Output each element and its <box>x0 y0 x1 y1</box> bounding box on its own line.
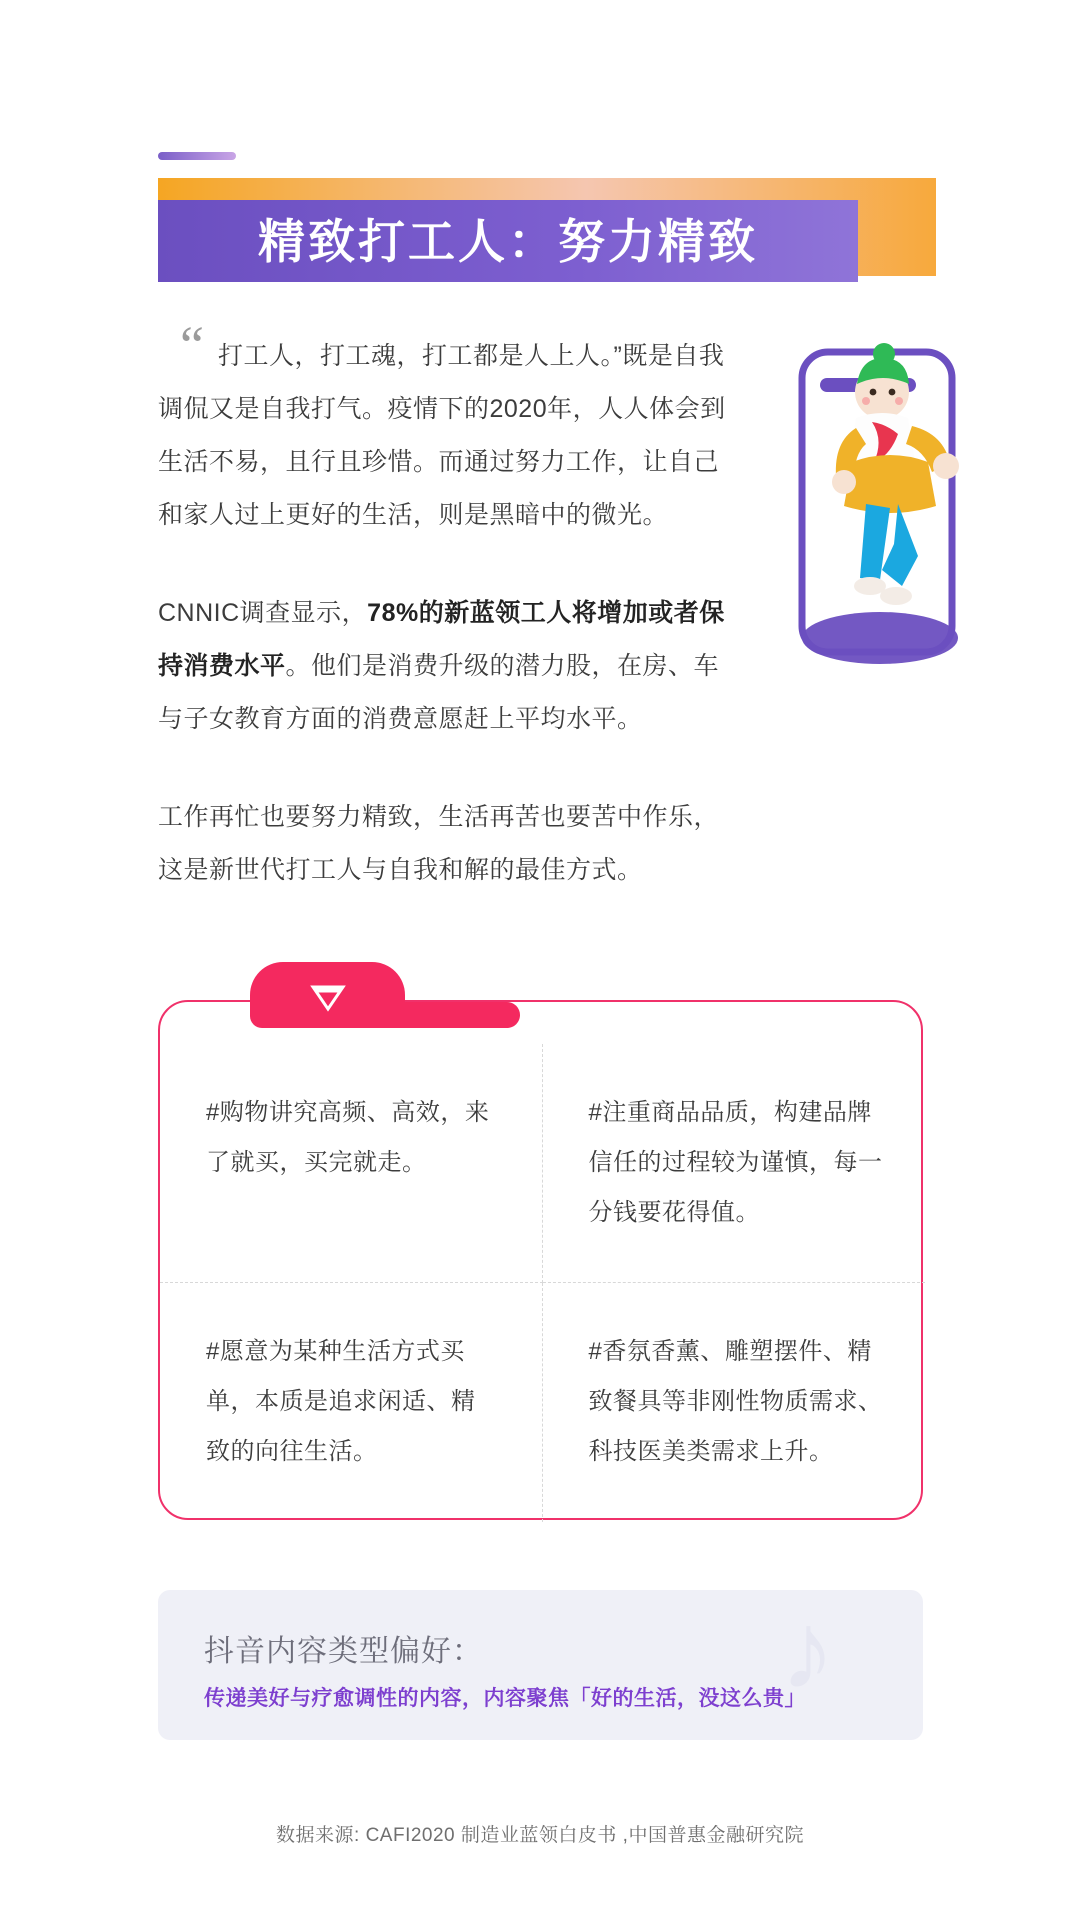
diamond-icon <box>305 972 351 1018</box>
title-purple-band <box>158 200 858 282</box>
paragraph-2-highlight: 78%的新蓝领工人将增加或者保持消费水平 <box>158 599 725 680</box>
quote-mark-icon: “ <box>180 315 204 375</box>
keyword-item: #购物讲究高频、高效，来了就买，买完就走。 <box>160 1044 543 1283</box>
header <box>0 140 1080 300</box>
illustration-worker-3d <box>760 330 1020 730</box>
paragraph-2 <box>158 587 738 746</box>
paragraph-1: 打工人，打工魂，打工都是人上人。”既是自我调侃又是自我打气。疫情下的2020年，人人体会到生活不易，且行且珍惜。而通过努力工作，让自己和家人过上更好的生活，则是黑暗中的微光。 <box>158 342 726 529</box>
paragraph-2-post: 。他们是消费升级的潜力股，在房、车与子女教育方面的消费意愿赶上平均水平。 <box>158 652 720 733</box>
keyword-item: #注重商品品质，构建品牌信任的过程较为谨慎，每一分钱要花得值。 <box>543 1044 926 1283</box>
douyin-note-watermark-icon: ♪ <box>780 1590 835 1712</box>
douyin-preference-box <box>158 1590 923 1740</box>
douyin-preference-title: 抖音内容类型偏好： <box>204 1635 483 1668</box>
article-copy <box>158 315 738 897</box>
page-title: 精致打工人：努力精致 <box>258 214 758 268</box>
accent-dash-decoration <box>158 152 236 160</box>
illustration-svg <box>760 330 1020 730</box>
keyword-item: #香氛香薰、雕塑摆件、精致餐具等非刚性物质需求、科技医美类需求上升。 <box>588 1338 883 1465</box>
paragraph-2-pre: CNNIC调查显示， <box>158 599 368 627</box>
card-tab-bar <box>390 1002 520 1028</box>
keyword-card <box>158 1000 923 1520</box>
paragraph-3: 工作再忙也要努力精致，生活再苦也要苦中作乐，这是新世代打工人与自我和解的最佳方式。 <box>158 803 720 884</box>
keyword-grid <box>160 1044 925 1522</box>
keyword-item: #愿意为某种生活方式买单，本质是追求闲适、精致的向往生活。 <box>160 1283 543 1522</box>
source-note: 数据来源: CAFI2020 制造业蓝领白皮书 ,中国普惠金融研究院 <box>276 1825 804 1846</box>
douyin-preference-subtitle: 传递美好与疗愈调性的内容，内容聚焦「好的生活，没这么贵」 <box>204 1687 806 1710</box>
card-tab <box>250 962 405 1028</box>
